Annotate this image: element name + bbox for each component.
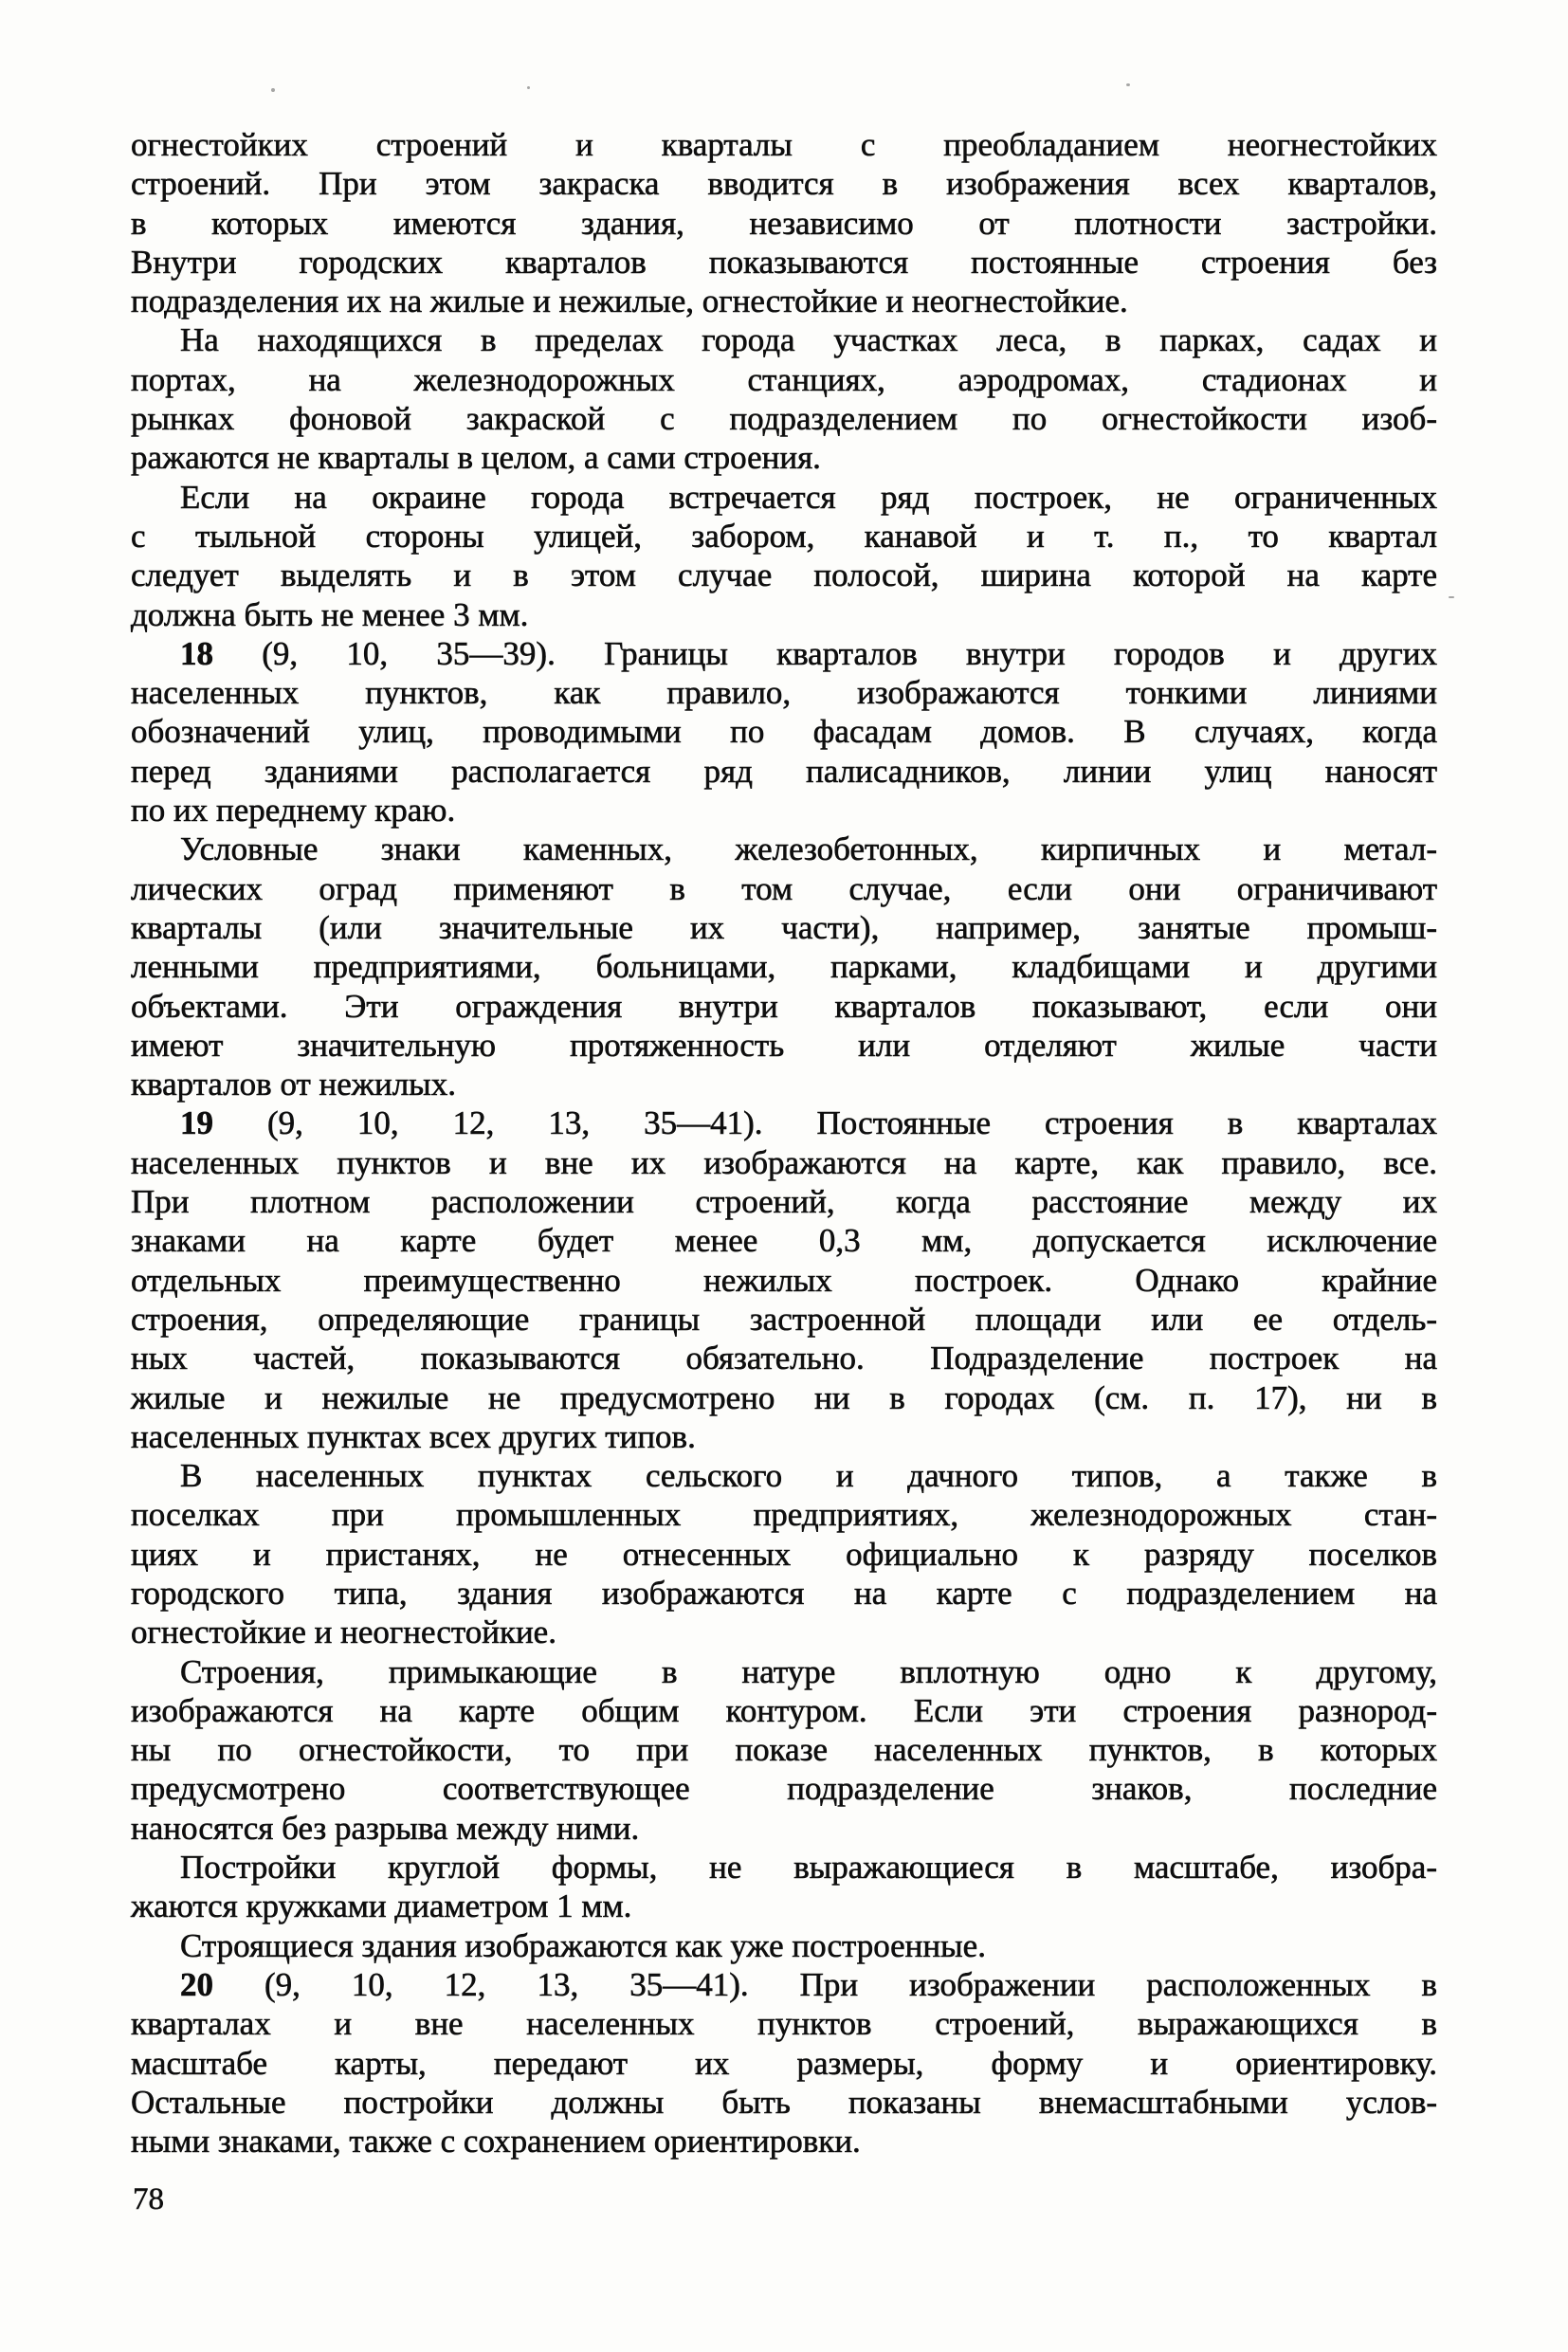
text-line: строений. При этом закраска вводится в изображения всех кварталов, xyxy=(131,165,1437,203)
item-number: 19 xyxy=(180,1104,213,1142)
text-line: населенных пунктов, как правило, изображаются тонкими линиями xyxy=(131,674,1437,712)
text-line: 19 (9, 10, 12, 13, 35—41). Постоянные строения в кварталах xyxy=(180,1104,1437,1142)
text-line: в которых имеются здания, независимо от плотности застройки. xyxy=(131,204,1437,242)
text-line: кварталах и вне населенных пунктов строений, выражающихся в xyxy=(131,2005,1437,2043)
paragraph xyxy=(131,320,1437,477)
text-line: Остальные постройки должны быть показаны внемасштабными услов- xyxy=(131,2083,1437,2121)
text-line: лических оград применяют в том случае, если они ограничивают xyxy=(131,869,1437,907)
text-line: следует выделять и в этом случае полосой, ширина которой на карте xyxy=(131,556,1437,594)
text-line: имеют значительную протяженность или отделяют жилые части xyxy=(131,1026,1437,1064)
text-line: населенных пунктах всех других типов. xyxy=(131,1417,696,1455)
text-line: Строения, примыкающие в натуре вплотную одно к другому, xyxy=(180,1652,1437,1690)
paragraph xyxy=(131,1652,1437,1848)
text-line: 18 (9, 10, 35—39). Границы кварталов внутри городов и других xyxy=(180,634,1437,672)
text-line: циях и пристанях, не отнесенных официально к разряду поселков xyxy=(131,1535,1437,1573)
paragraph xyxy=(131,1103,1437,1456)
text-line: 20 (9, 10, 12, 13, 35—41). При изображении расположенных в xyxy=(180,1965,1437,2003)
text-line: Условные знаки каменных, железобетонных, кирпичных и метал- xyxy=(180,830,1437,868)
text-line: перед зданиями располагается ряд палисадников, линии улиц наносят xyxy=(131,752,1437,790)
text-line: ными знаками, также с сохранением ориентировки. xyxy=(131,2123,861,2161)
text-line: населенных пунктов и вне их изображаются на карте, как правило, все. xyxy=(131,1143,1437,1181)
paragraph xyxy=(131,634,1437,830)
paragraph xyxy=(131,1965,1437,2161)
item-number: 18 xyxy=(180,634,213,672)
text-line: масштабе карты, передают их размеры, форму и ориентировку. xyxy=(131,2044,1437,2082)
paragraph xyxy=(131,830,1437,1103)
text-line: знаками на карте будет менее 0,3 мм, допускается исключение xyxy=(131,1222,1437,1260)
text-line: отдельных преимущественно нежилых построек. Однако крайние xyxy=(131,1261,1437,1299)
text-line: На находящихся в пределах города участках леса, в парках, садах и xyxy=(180,321,1437,359)
text-block xyxy=(131,125,1437,2161)
page-number: 78 xyxy=(133,2182,164,2216)
text-line: Строящиеся здания изображаются как уже построенные. xyxy=(180,1926,986,1964)
text-line: жаются кружками диаметром 1 мм. xyxy=(131,1887,632,1925)
text-line: Если на окраине города встречается ряд построек, не ограниченных xyxy=(180,478,1437,516)
text-line: по их переднему краю. xyxy=(131,792,456,830)
text-line: кварталы (или значительные их части), например, занятые промыш- xyxy=(131,908,1437,946)
text-line: ны по огнестойкости, то при показе населенных пунктов, в которых xyxy=(131,1731,1437,1769)
paragraph xyxy=(131,1456,1437,1651)
text-line: жилые и нежилые не предусмотрено ни в городах (см. п. 17), ни в xyxy=(131,1378,1437,1416)
text-line: должна быть не менее 3 мм. xyxy=(131,595,529,633)
text-line: подразделения их на жилые и нежилые, огнестойкие и неогнестойкие. xyxy=(131,283,1128,320)
paragraph xyxy=(131,1848,1437,1926)
item-number: 20 xyxy=(180,1965,213,2003)
text-line: изображаются на карте общим контуром. Если эти строения разнород- xyxy=(131,1691,1437,1729)
text-line: наносятся без разрыва между ними. xyxy=(131,1809,640,1847)
text-line: кварталов от нежилых. xyxy=(131,1066,456,1103)
text-line: городского типа, здания изображаются на карте с подразделением на xyxy=(131,1574,1437,1612)
text-line: поселках при промышленных предприятиях, железнодорожных стан- xyxy=(131,1496,1437,1534)
text-line: ных частей, показываются обязательно. Подразделение построек на xyxy=(131,1340,1437,1377)
scan-speck xyxy=(271,88,275,92)
text-line: объектами. Эти ограждения внутри кварталов показывают, если они xyxy=(131,987,1437,1025)
scan-speck xyxy=(527,86,530,89)
text-line: портах, на железнодорожных станциях, аэродромах, стадионах и xyxy=(131,360,1437,398)
text-line: ленными предприятиями, больницами, парками, кладбищами и другими xyxy=(131,948,1437,986)
paragraph xyxy=(131,1926,1437,1965)
text-line: огнестойкие и неогнестойкие. xyxy=(131,1614,556,1651)
paragraph xyxy=(131,478,1437,634)
text-line: с тыльной стороны улицей, забором, канавой и т. п., то квартал xyxy=(131,517,1437,555)
text-line: В населенных пунктах сельского и дачного типов, а также в xyxy=(180,1457,1437,1495)
text-line: Постройки круглой формы, не выражающиеся в масштабе, изобра- xyxy=(180,1849,1437,1887)
text-line: огнестойких строений и кварталы с преобладанием неогнестойких xyxy=(131,126,1437,163)
scan-speck xyxy=(1126,83,1130,86)
paragraph xyxy=(131,125,1437,320)
text-line: рынках фоновой закраской с подразделением по огнестойкости изоб- xyxy=(131,400,1437,438)
text-line: обозначений улиц, проводимыми по фасадам домов. В случаях, когда xyxy=(131,713,1437,751)
text-line: строения, определяющие границы застроенной площади или ее отдель- xyxy=(131,1300,1437,1338)
text-line: предусмотрено соответствующее подразделение знаков, последние xyxy=(131,1770,1437,1808)
scan-speck xyxy=(1449,596,1454,598)
text-line: ражаются не кварталы в целом, а сами строения. xyxy=(131,439,821,477)
text-line: Внутри городских кварталов показываются постоянные строения без xyxy=(131,243,1437,281)
text-line: При плотном расположении строений, когда расстояние между их xyxy=(131,1183,1437,1221)
